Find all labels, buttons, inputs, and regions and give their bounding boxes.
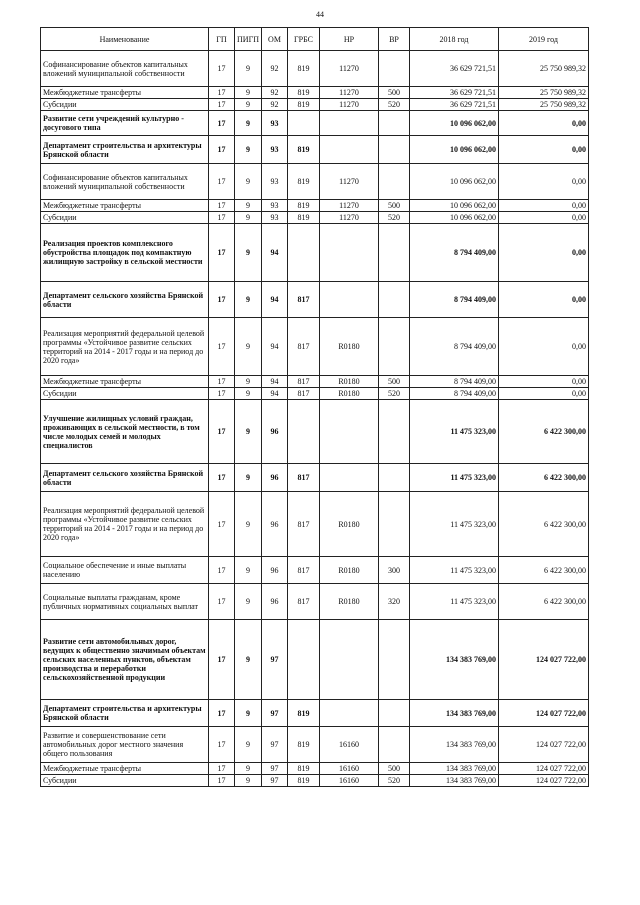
cell-om: 93 [262, 212, 288, 224]
header-nr: НР [320, 28, 379, 51]
cell-om: 97 [262, 727, 288, 763]
cell-om: 96 [262, 464, 288, 492]
cell-om: 93 [262, 200, 288, 212]
cell-2019: 124 027 722,00 [499, 763, 589, 775]
cell-name: Улучшение жилищных условий граждан, проживающих в сельской местности, в том числе молодых семей и молодых специалистов [41, 400, 209, 464]
table-row [41, 51, 589, 87]
cell-name: Департамент сельского хозяйства Брянской области [41, 464, 209, 492]
table-row [41, 775, 589, 787]
cell-nr: 11270 [320, 200, 379, 212]
cell-nr: R0180 [320, 388, 379, 400]
cell-vr: 520 [379, 388, 410, 400]
cell-om: 97 [262, 620, 288, 700]
cell-2018: 11 475 323,00 [410, 400, 499, 464]
cell-pigp: 9 [235, 164, 262, 200]
cell-vr: 500 [379, 87, 410, 99]
table-row [41, 400, 589, 464]
cell-grbs: 819 [288, 727, 320, 763]
cell-grbs: 819 [288, 136, 320, 164]
table-row [41, 376, 589, 388]
table-body [41, 51, 589, 787]
cell-pigp: 9 [235, 282, 262, 318]
table-row [41, 464, 589, 492]
cell-vr [379, 700, 410, 727]
cell-2019: 0,00 [499, 200, 589, 212]
cell-om: 96 [262, 492, 288, 557]
cell-vr [379, 111, 410, 136]
cell-nr: R0180 [320, 376, 379, 388]
cell-2018: 134 383 769,00 [410, 763, 499, 775]
cell-2018: 11 475 323,00 [410, 584, 499, 620]
cell-gp: 17 [209, 727, 235, 763]
cell-pigp: 9 [235, 388, 262, 400]
cell-vr [379, 464, 410, 492]
cell-gp: 17 [209, 111, 235, 136]
cell-name: Реализация мероприятий федеральной целевой программы «Устойчивое развитие сельских территорий на 2014 - 2017 годы и на период до 2020 года» [41, 318, 209, 376]
cell-om: 92 [262, 87, 288, 99]
cell-nr: R0180 [320, 318, 379, 376]
table-row [41, 620, 589, 700]
cell-nr: 16160 [320, 775, 379, 787]
cell-name: Реализация мероприятий федеральной целевой программы «Устойчивое развитие сельских территорий на 2014 - 2017 годы и на период до 2020 года» [41, 492, 209, 557]
page-number: 44 [316, 10, 324, 19]
cell-pigp: 9 [235, 727, 262, 763]
cell-grbs: 817 [288, 282, 320, 318]
cell-nr: R0180 [320, 557, 379, 584]
cell-gp: 17 [209, 376, 235, 388]
cell-pigp: 9 [235, 492, 262, 557]
cell-pigp: 9 [235, 376, 262, 388]
cell-nr: 11270 [320, 87, 379, 99]
cell-name: Развитие и совершенствование сети автомобильных дорог местного значения общего пользования [41, 727, 209, 763]
cell-2019: 124 027 722,00 [499, 700, 589, 727]
cell-pigp: 9 [235, 464, 262, 492]
cell-2019: 0,00 [499, 136, 589, 164]
table-row [41, 763, 589, 775]
cell-nr [320, 620, 379, 700]
table-row [41, 557, 589, 584]
cell-om: 94 [262, 376, 288, 388]
cell-vr: 520 [379, 99, 410, 111]
cell-2018: 11 475 323,00 [410, 557, 499, 584]
header-2018: 2018 год [410, 28, 499, 51]
cell-2019: 6 422 300,00 [499, 400, 589, 464]
cell-grbs: 819 [288, 99, 320, 111]
cell-gp: 17 [209, 388, 235, 400]
cell-vr [379, 727, 410, 763]
cell-gp: 17 [209, 318, 235, 376]
cell-name: Межбюджетные трансферты [41, 87, 209, 99]
cell-nr: R0180 [320, 492, 379, 557]
cell-2019: 25 750 989,32 [499, 51, 589, 87]
cell-pigp: 9 [235, 557, 262, 584]
table-row [41, 282, 589, 318]
cell-pigp: 9 [235, 200, 262, 212]
cell-2019: 0,00 [499, 164, 589, 200]
header-gp: ГП [209, 28, 235, 51]
table-row [41, 164, 589, 200]
header-2019: 2019 год [499, 28, 589, 51]
cell-name: Департамент строительства и архитектуры Брянской области [41, 136, 209, 164]
table-row [41, 87, 589, 99]
cell-2019: 0,00 [499, 111, 589, 136]
table-row [41, 200, 589, 212]
table-row [41, 99, 589, 111]
cell-2018: 8 794 409,00 [410, 318, 499, 376]
cell-name: Развитие сети автомобильных дорог, ведущих к общественно значимым объектам сельских населенных пунктов, объектам производства и переработки сельскохозяйственной продукции [41, 620, 209, 700]
cell-grbs: 817 [288, 388, 320, 400]
cell-nr [320, 224, 379, 282]
cell-vr: 500 [379, 763, 410, 775]
table-row [41, 584, 589, 620]
cell-pigp: 9 [235, 224, 262, 282]
cell-gp: 17 [209, 164, 235, 200]
cell-gp: 17 [209, 763, 235, 775]
cell-grbs: 817 [288, 557, 320, 584]
cell-vr [379, 136, 410, 164]
cell-om: 97 [262, 763, 288, 775]
cell-vr: 500 [379, 200, 410, 212]
cell-nr: 16160 [320, 763, 379, 775]
cell-grbs [288, 224, 320, 282]
cell-gp: 17 [209, 700, 235, 727]
cell-pigp: 9 [235, 87, 262, 99]
cell-pigp: 9 [235, 620, 262, 700]
cell-gp: 17 [209, 136, 235, 164]
cell-2018: 36 629 721,51 [410, 87, 499, 99]
table-row [41, 318, 589, 376]
table-header-row [41, 28, 589, 51]
cell-nr [320, 700, 379, 727]
cell-vr [379, 620, 410, 700]
budget-table [40, 27, 589, 787]
cell-2018: 11 475 323,00 [410, 492, 499, 557]
cell-name: Межбюджетные трансферты [41, 376, 209, 388]
cell-om: 97 [262, 775, 288, 787]
header-om: ОМ [262, 28, 288, 51]
cell-2019: 6 422 300,00 [499, 464, 589, 492]
cell-grbs: 817 [288, 492, 320, 557]
cell-nr [320, 464, 379, 492]
cell-2019: 0,00 [499, 212, 589, 224]
cell-vr: 520 [379, 775, 410, 787]
cell-om: 97 [262, 700, 288, 727]
header-pigp: ПИГП [235, 28, 262, 51]
cell-name: Субсидии [41, 388, 209, 400]
cell-om: 96 [262, 557, 288, 584]
cell-pigp: 9 [235, 775, 262, 787]
cell-pigp: 9 [235, 584, 262, 620]
cell-2019: 6 422 300,00 [499, 492, 589, 557]
cell-2019: 0,00 [499, 224, 589, 282]
cell-nr [320, 111, 379, 136]
cell-pigp: 9 [235, 763, 262, 775]
cell-gp: 17 [209, 557, 235, 584]
cell-2019: 25 750 989,32 [499, 87, 589, 99]
cell-gp: 17 [209, 200, 235, 212]
cell-vr: 500 [379, 376, 410, 388]
cell-grbs: 817 [288, 584, 320, 620]
cell-vr: 300 [379, 557, 410, 584]
cell-name: Департамент строительства и архитектуры Брянской области [41, 700, 209, 727]
cell-nr: 11270 [320, 164, 379, 200]
cell-vr [379, 164, 410, 200]
cell-2018: 10 096 062,00 [410, 212, 499, 224]
cell-pigp: 9 [235, 400, 262, 464]
cell-gp: 17 [209, 282, 235, 318]
cell-name: Субсидии [41, 99, 209, 111]
cell-grbs [288, 111, 320, 136]
cell-gp: 17 [209, 400, 235, 464]
cell-gp: 17 [209, 464, 235, 492]
cell-nr: 11270 [320, 51, 379, 87]
cell-name: Социальные выплаты гражданам, кроме публичных нормативных социальных выплат [41, 584, 209, 620]
cell-om: 94 [262, 318, 288, 376]
cell-2018: 8 794 409,00 [410, 282, 499, 318]
cell-name: Реализация проектов комплексного обустройства площадок под компактную жилищную застройку в сельской местности [41, 224, 209, 282]
cell-pigp: 9 [235, 700, 262, 727]
cell-nr: 11270 [320, 99, 379, 111]
cell-name: Департамент сельского хозяйства Брянской области [41, 282, 209, 318]
cell-grbs [288, 400, 320, 464]
cell-name: Субсидии [41, 212, 209, 224]
cell-om: 93 [262, 164, 288, 200]
cell-name: Социальное обеспечение и иные выплаты населению [41, 557, 209, 584]
cell-2019: 124 027 722,00 [499, 775, 589, 787]
cell-grbs: 819 [288, 763, 320, 775]
cell-om: 94 [262, 282, 288, 318]
cell-pigp: 9 [235, 51, 262, 87]
cell-2018: 134 383 769,00 [410, 620, 499, 700]
cell-nr: R0180 [320, 584, 379, 620]
cell-vr: 320 [379, 584, 410, 620]
table-row [41, 212, 589, 224]
header-grbs: ГРБС [288, 28, 320, 51]
cell-2019: 124 027 722,00 [499, 727, 589, 763]
cell-name: Межбюджетные трансферты [41, 200, 209, 212]
cell-om: 96 [262, 584, 288, 620]
cell-nr: 11270 [320, 212, 379, 224]
table-row [41, 388, 589, 400]
cell-2018: 10 096 062,00 [410, 136, 499, 164]
cell-name: Развитие сети учреждений культурно - досугового типа [41, 111, 209, 136]
cell-pigp: 9 [235, 136, 262, 164]
table-row [41, 492, 589, 557]
cell-gp: 17 [209, 224, 235, 282]
cell-gp: 17 [209, 584, 235, 620]
cell-om: 93 [262, 136, 288, 164]
cell-name: Субсидии [41, 775, 209, 787]
table-row [41, 224, 589, 282]
cell-2018: 8 794 409,00 [410, 224, 499, 282]
cell-2018: 10 096 062,00 [410, 164, 499, 200]
cell-gp: 17 [209, 87, 235, 99]
cell-pigp: 9 [235, 111, 262, 136]
cell-grbs: 819 [288, 212, 320, 224]
cell-name: Софинансирование объектов капитальных вложений муниципальной собственности [41, 164, 209, 200]
cell-2019: 0,00 [499, 282, 589, 318]
cell-grbs: 817 [288, 318, 320, 376]
cell-grbs: 819 [288, 51, 320, 87]
cell-om: 96 [262, 400, 288, 464]
cell-grbs [288, 620, 320, 700]
cell-om: 92 [262, 99, 288, 111]
cell-2019: 0,00 [499, 376, 589, 388]
cell-grbs: 817 [288, 464, 320, 492]
cell-nr [320, 136, 379, 164]
cell-gp: 17 [209, 51, 235, 87]
cell-gp: 17 [209, 775, 235, 787]
cell-2018: 134 383 769,00 [410, 700, 499, 727]
cell-vr [379, 224, 410, 282]
cell-grbs: 819 [288, 164, 320, 200]
cell-grbs: 819 [288, 700, 320, 727]
table-row [41, 727, 589, 763]
cell-vr [379, 318, 410, 376]
cell-2018: 134 383 769,00 [410, 727, 499, 763]
table-row [41, 111, 589, 136]
cell-gp: 17 [209, 620, 235, 700]
cell-2019: 6 422 300,00 [499, 557, 589, 584]
cell-2018: 10 096 062,00 [410, 111, 499, 136]
cell-gp: 17 [209, 492, 235, 557]
cell-2019: 6 422 300,00 [499, 584, 589, 620]
cell-2018: 8 794 409,00 [410, 388, 499, 400]
cell-nr: 16160 [320, 727, 379, 763]
cell-nr [320, 400, 379, 464]
cell-pigp: 9 [235, 212, 262, 224]
cell-nr [320, 282, 379, 318]
cell-vr [379, 492, 410, 557]
cell-2019: 124 027 722,00 [499, 620, 589, 700]
cell-grbs: 819 [288, 200, 320, 212]
table-row [41, 700, 589, 727]
cell-om: 92 [262, 51, 288, 87]
cell-name: Межбюджетные трансферты [41, 763, 209, 775]
cell-2018: 8 794 409,00 [410, 376, 499, 388]
header-vr: ВР [379, 28, 410, 51]
cell-pigp: 9 [235, 99, 262, 111]
cell-om: 94 [262, 388, 288, 400]
cell-vr [379, 282, 410, 318]
cell-grbs: 819 [288, 775, 320, 787]
cell-2018: 10 096 062,00 [410, 200, 499, 212]
cell-2019: 0,00 [499, 318, 589, 376]
cell-2018: 134 383 769,00 [410, 775, 499, 787]
cell-grbs: 817 [288, 376, 320, 388]
cell-vr [379, 400, 410, 464]
cell-vr: 520 [379, 212, 410, 224]
cell-vr [379, 51, 410, 87]
cell-grbs: 819 [288, 87, 320, 99]
cell-gp: 17 [209, 99, 235, 111]
header-name: Наименование [41, 28, 209, 51]
cell-om: 94 [262, 224, 288, 282]
table-row [41, 136, 589, 164]
cell-2018: 36 629 721,51 [410, 99, 499, 111]
cell-om: 93 [262, 111, 288, 136]
cell-2019: 0,00 [499, 388, 589, 400]
cell-2019: 25 750 989,32 [499, 99, 589, 111]
cell-2018: 11 475 323,00 [410, 464, 499, 492]
cell-2018: 36 629 721,51 [410, 51, 499, 87]
cell-pigp: 9 [235, 318, 262, 376]
cell-name: Софинансирование объектов капитальных вложений муниципальной собственности [41, 51, 209, 87]
cell-gp: 17 [209, 212, 235, 224]
